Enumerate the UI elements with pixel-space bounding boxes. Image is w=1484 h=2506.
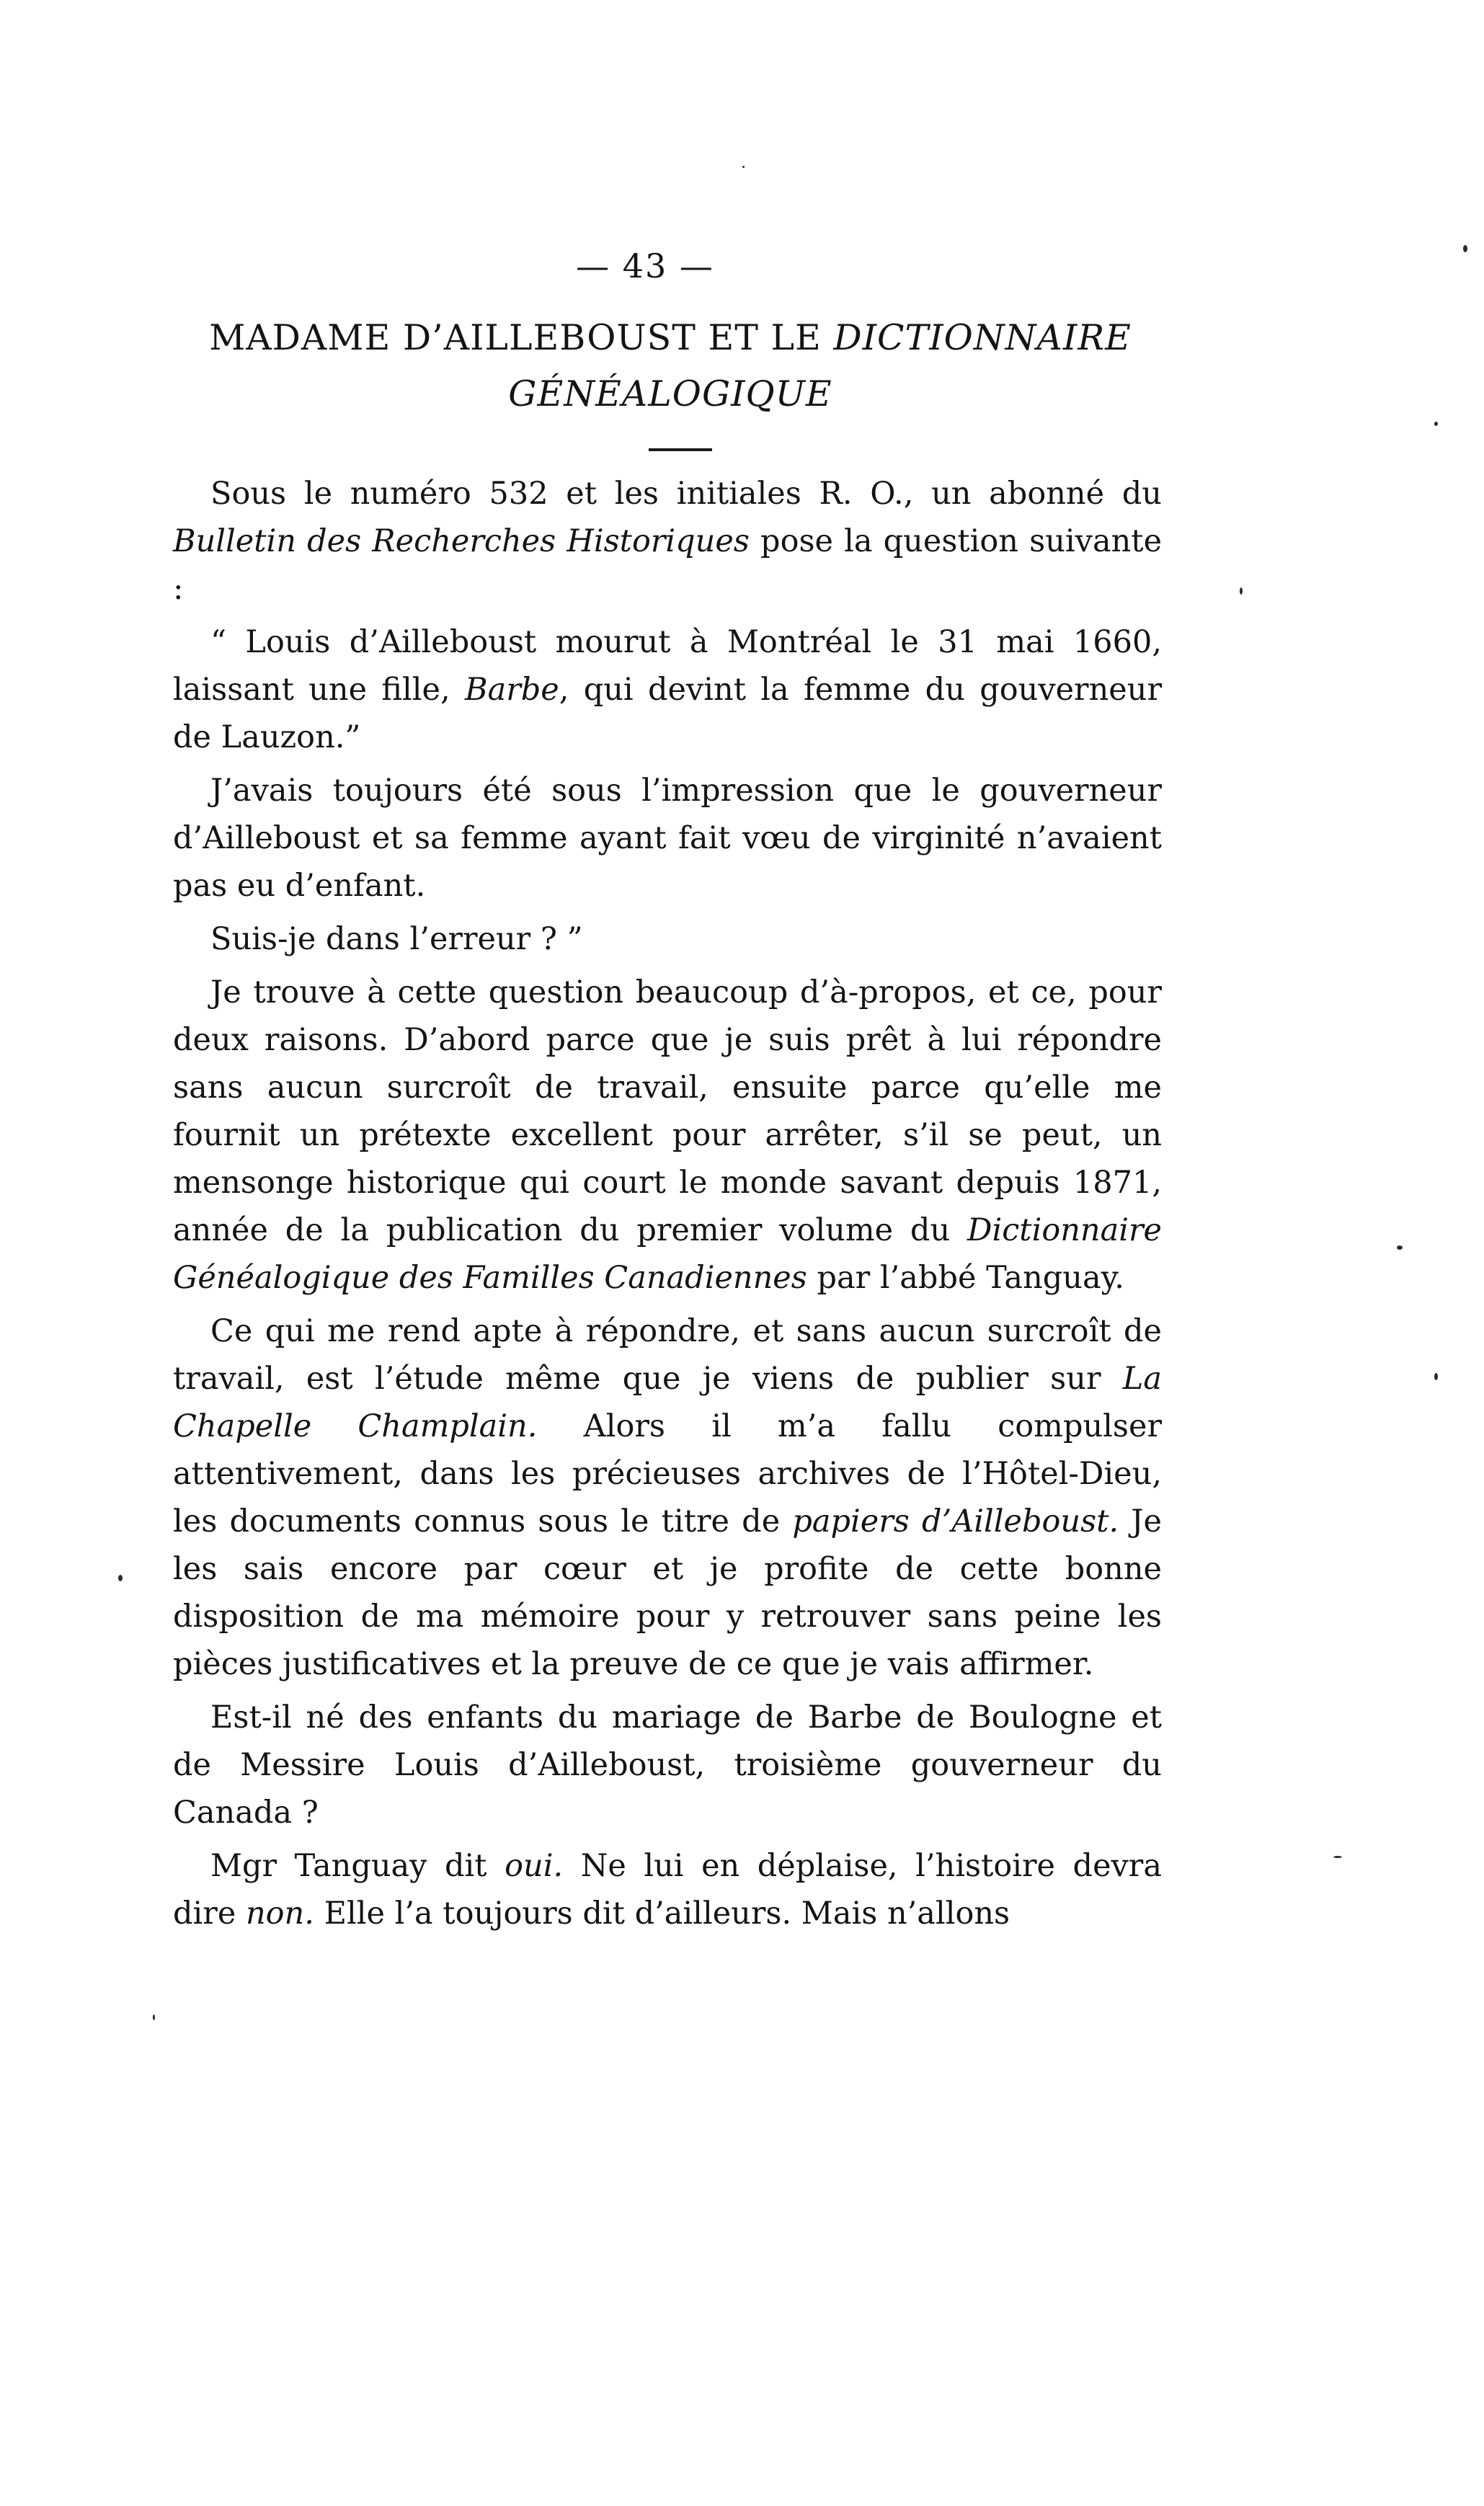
scan-speck	[1434, 1373, 1438, 1380]
scan-speck	[1397, 1245, 1403, 1250]
text-run: Elle l’a toujours dit d’ailleurs. Mais n’allons	[314, 1896, 1010, 1932]
scan-speck	[1463, 245, 1467, 252]
text-run: J’avais toujours été sous l’impression que le gouverneur d’Ailleboust et sa femme ayant fait vœu de virginité n’avaient pas eu d’enfant.	[173, 773, 1162, 904]
paragraph	[173, 618, 1162, 761]
text-run: Je les sais encore par cœur et je profite de cette bonne disposition de ma mémoire pour y retrouver sans peine les pièces justificatives et la preuve de ce que je vais affirmer.	[173, 1503, 1162, 1682]
scan-speck	[1333, 1856, 1342, 1858]
italic-run: non.	[245, 1896, 314, 1932]
scan-speck	[118, 1575, 123, 1581]
italic-run: Dictionnaire Généalogique des Familles Canadiennes	[173, 1212, 1162, 1296]
text-run: Alors il m’a fallu compulser attentivement, dans les précieuses archives de l’Hôtel-Dieu, les documents connus sous le titre de	[173, 1408, 1163, 1539]
paragraph	[173, 969, 1162, 1302]
scan-speck	[1434, 422, 1438, 426]
title-italic-text: DICTIONNAIRE	[833, 317, 1132, 358]
body-text	[173, 470, 1162, 1943]
italic-run: oui.	[505, 1848, 564, 1884]
paragraph	[173, 1307, 1162, 1688]
italic-run: La Chapelle Champlain.	[173, 1361, 1162, 1444]
scan-speck	[742, 166, 745, 168]
scan-speck	[1240, 587, 1243, 595]
text-run: Ce qui me rend apte à répondre, et sans aucun surcroît de travail, est l’étude même que je viens de publier sur	[173, 1313, 1162, 1397]
text-run: Ne lui en déplaise, l’histoire devra dire	[173, 1848, 1162, 1932]
paragraph	[173, 1694, 1162, 1836]
text-run: Sous le numéro 532 et les initiales R. O., un abonné du	[210, 476, 1162, 512]
italic-run: Barbe	[464, 672, 559, 708]
text-run: Suis-je dans l’erreur ? ”	[210, 921, 583, 957]
paragraph	[173, 1842, 1162, 1937]
italic-run: Bulletin des Recherches Historiques	[173, 523, 750, 559]
text-run: “ Louis d’Ailleboust mourut à Montréal le 31 mai 1660, laissant une fille,	[173, 624, 1162, 708]
title-divider	[649, 448, 712, 451]
italic-run: papiers d’Ailleboust.	[792, 1503, 1119, 1539]
text-run: Mgr Tanguay dit	[210, 1848, 505, 1884]
text-run: pose la question suivante :	[173, 523, 1163, 607]
title-line-1	[173, 310, 1168, 366]
paragraph	[173, 767, 1162, 910]
title-text: MADAME D’AILLEBOUST ET LE	[209, 317, 834, 358]
text-run: par l’abbé Tanguay.	[807, 1260, 1124, 1296]
paragraph	[173, 470, 1162, 613]
page-number: — 43 —	[576, 246, 714, 285]
text-run: Est-il né des enfants du mariage de Barbe de Boulogne et de Messire Louis d’Ailleboust, troisième gouverneur du Canada ?	[173, 1699, 1162, 1831]
chapter-title	[173, 310, 1168, 422]
title-line-2: GÉNÉALOGIQUE	[508, 373, 832, 414]
paragraph	[173, 915, 1162, 963]
text-run: , qui devint la femme du gouverneur de Lauzon.”	[173, 672, 1163, 755]
scan-speck	[153, 2014, 155, 2020]
text-run: Je trouve à cette question beaucoup d’à-propos, et ce, pour deux raisons. D’abord parce que je suis prêt à lui répondre sans aucun surcroît de travail, ensuite parce qu’elle me fournit un prétexte excellent pour arrêter, s’il se peut, un mensonge historique qui court le monde savant depuis 1871, année de la publication du premier volume du	[173, 974, 1162, 1248]
